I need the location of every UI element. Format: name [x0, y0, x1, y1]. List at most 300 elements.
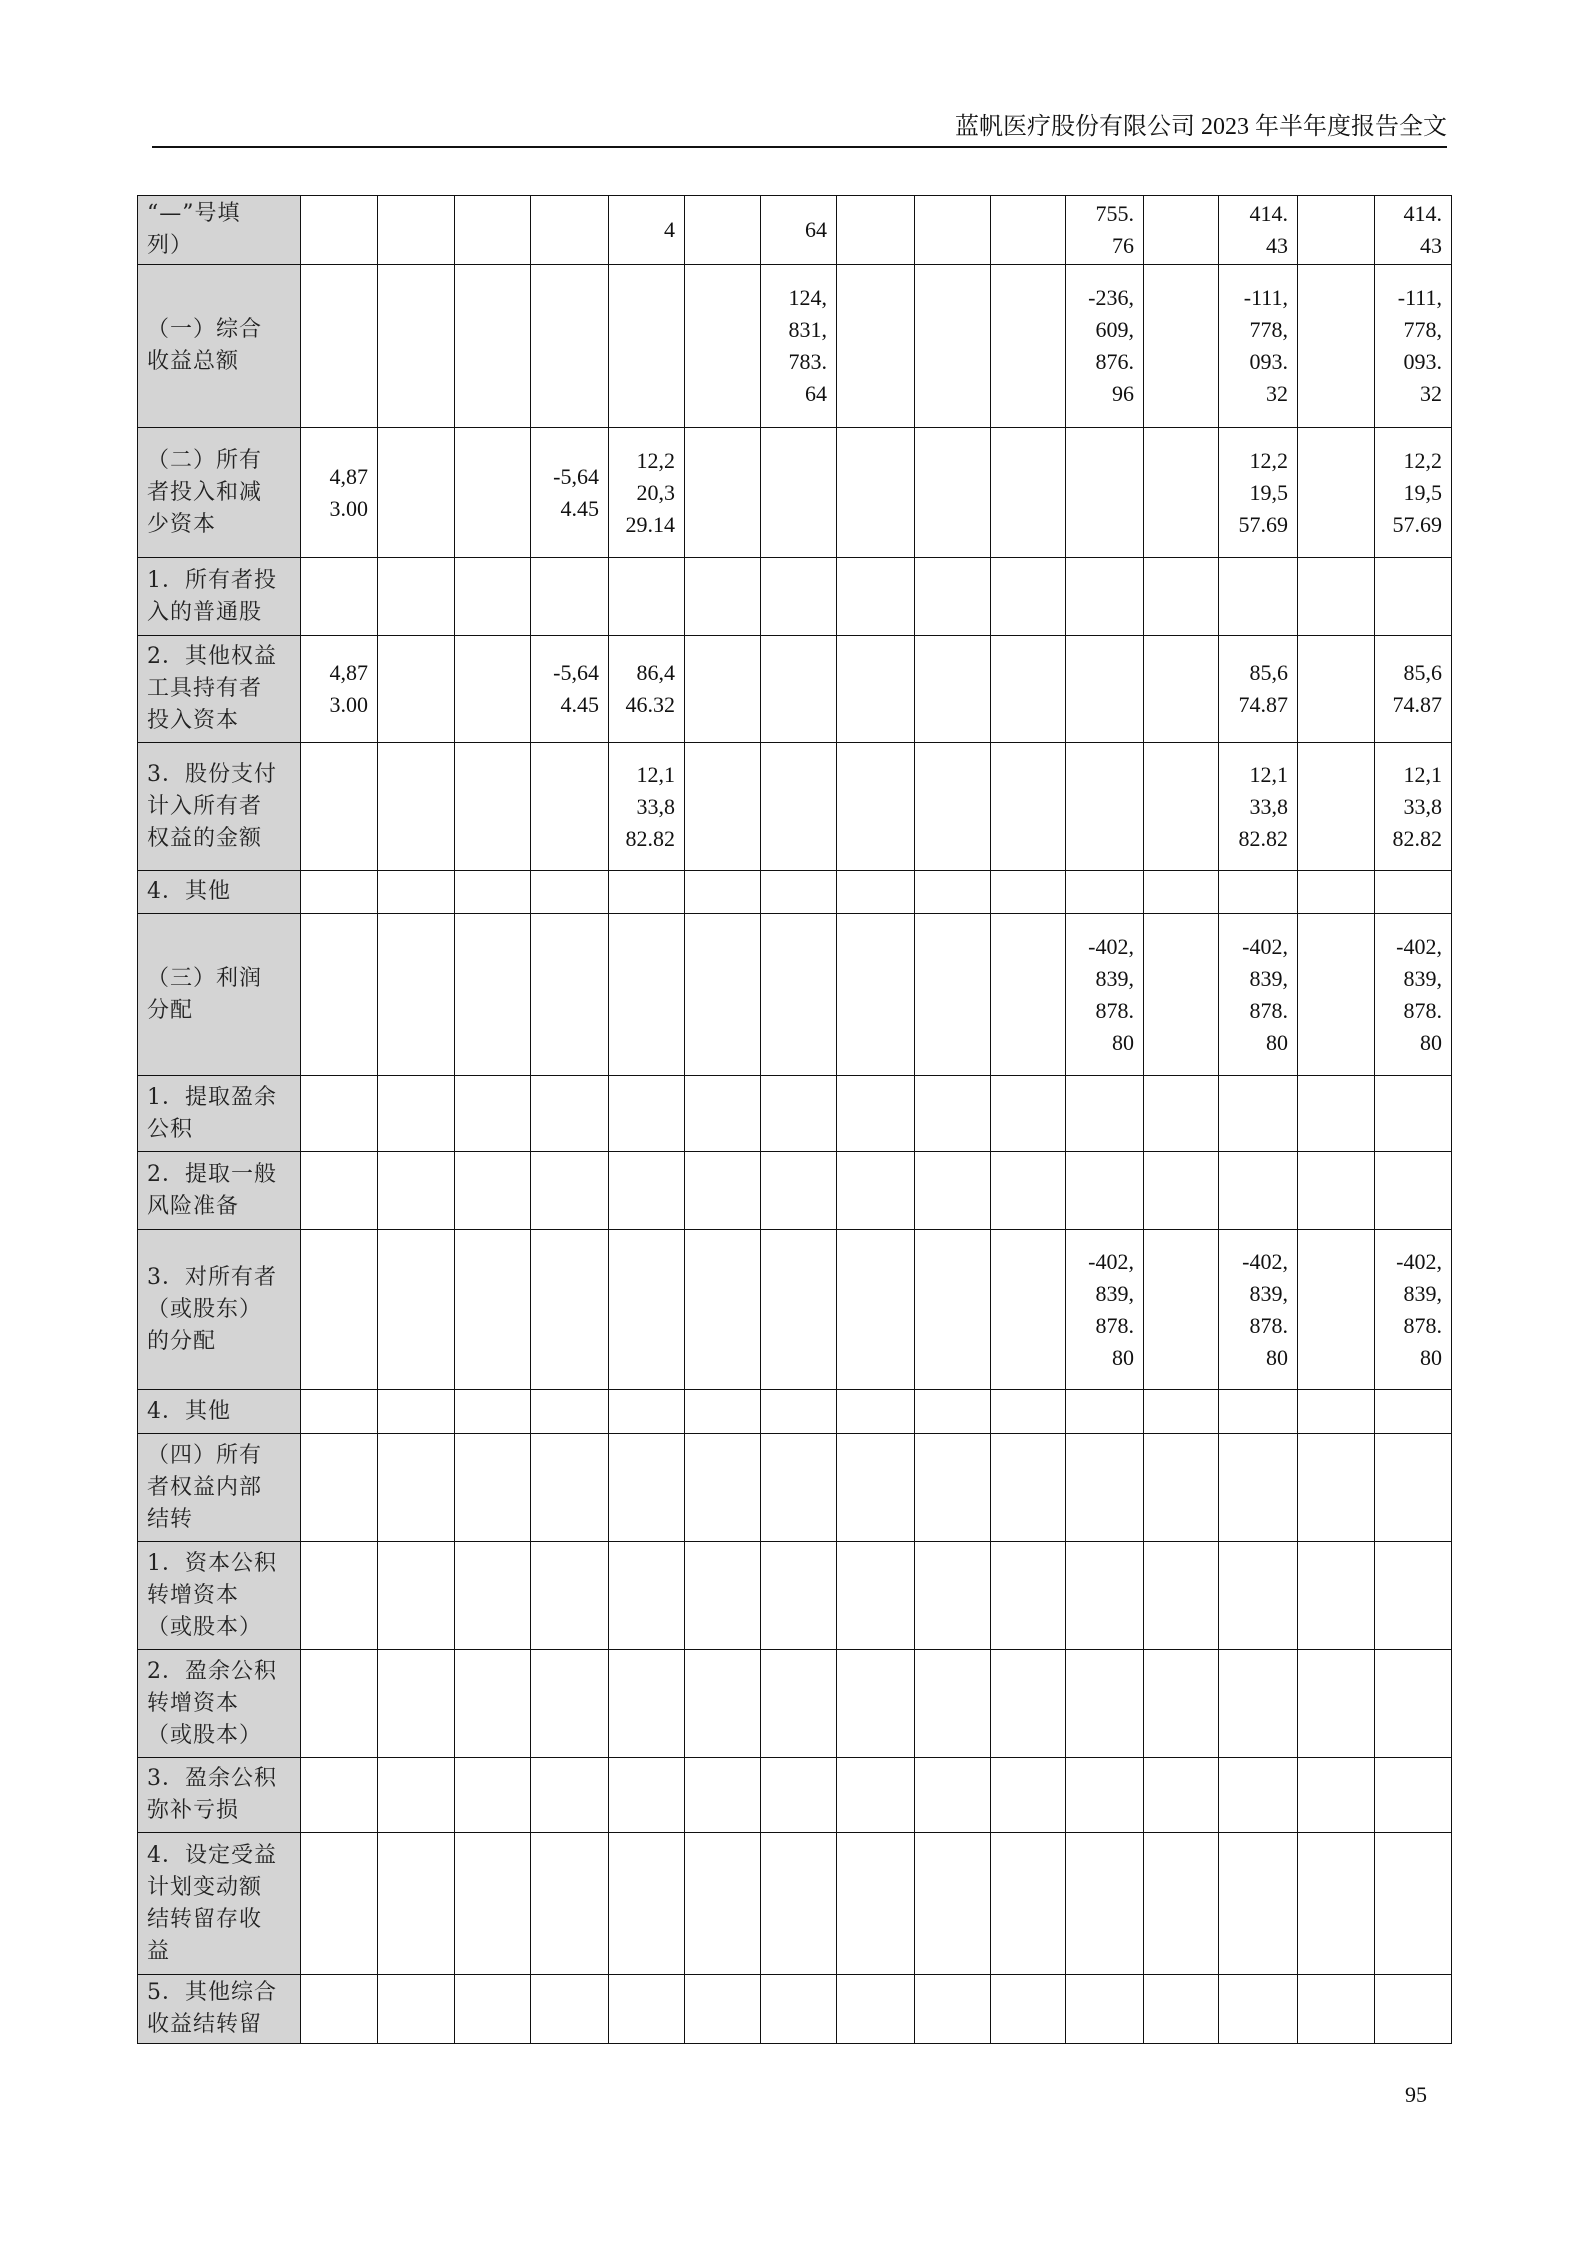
cell-value-line: 12,2 — [636, 447, 675, 473]
cell-value-line: 20,3 — [636, 479, 675, 505]
table-cell — [378, 558, 455, 636]
cell-value-line: 111, — [1405, 285, 1442, 310]
table-cell — [837, 1390, 915, 1434]
cell-value-line: 80 — [1266, 1344, 1288, 1370]
cell-value-line: 7 — [1277, 692, 1288, 717]
row-label — [138, 265, 301, 428]
table-cell — [455, 1975, 531, 2044]
table-cell — [837, 1758, 915, 1833]
table-cell — [915, 1975, 991, 2044]
table-cell — [1144, 871, 1219, 914]
table-cell — [915, 428, 991, 558]
table-cell — [1298, 636, 1375, 743]
cell-value-line: 7 — [1431, 692, 1442, 717]
cell-value-line: 32 — [1266, 381, 1288, 406]
cell-value-line: 12,1 — [1403, 761, 1442, 787]
table-cell — [531, 1975, 609, 2044]
table-cell — [1375, 1758, 1452, 1833]
cell-value-line: 12,2 — [1249, 447, 1288, 473]
table-cell — [301, 1758, 378, 1833]
table-cell — [915, 871, 991, 914]
table-cell — [761, 1542, 837, 1650]
table-cell — [1375, 1542, 1452, 1650]
table-cell — [531, 558, 609, 636]
table-cell — [1144, 558, 1219, 636]
row-label-line: 1．资本公积 — [147, 1550, 277, 1576]
row-label-line: 3．盈余公积 — [147, 1766, 277, 1791]
equity-changes-table — [137, 195, 1452, 2044]
table-cell — [1375, 265, 1452, 428]
row-label-line: 转增资本 — [147, 1690, 240, 1716]
table-cell — [378, 1758, 455, 1833]
table-cell — [1219, 1152, 1298, 1230]
table-cell — [531, 1076, 609, 1152]
cell-value-line: 80 — [1420, 1029, 1442, 1055]
table-cell — [685, 1542, 761, 1650]
table-cell — [301, 1975, 378, 2044]
table-cell — [685, 1975, 761, 2044]
table-cell — [1219, 1833, 1298, 1975]
table-cell — [609, 1542, 685, 1650]
table-cell — [761, 1230, 837, 1390]
table-row — [138, 1230, 1452, 1390]
cell-value-line: 402, — [1403, 933, 1442, 959]
cell-value-line: 85,6 — [1403, 660, 1442, 685]
cell-value — [1384, 282, 1442, 410]
cell-value-line: 878. — [1403, 997, 1442, 1023]
table-row — [138, 196, 1452, 265]
cell-value-line: 9 — [1277, 511, 1288, 537]
table-cell — [915, 1152, 991, 1230]
table-cell — [991, 743, 1066, 871]
table-cell — [1066, 1758, 1144, 1833]
table-cell — [837, 1542, 915, 1650]
row-label — [138, 1833, 301, 1975]
cell-value-line: 5,64 — [560, 660, 599, 685]
row-label — [138, 871, 301, 914]
cell-value — [1228, 1246, 1288, 1374]
table-cell — [991, 914, 1066, 1076]
table-cell — [1144, 743, 1219, 871]
cell-value — [618, 759, 675, 855]
table-cell — [991, 1833, 1066, 1975]
table-cell — [455, 636, 531, 743]
row-label-line: 风险准备 — [147, 1193, 240, 1219]
table-cell — [455, 196, 531, 265]
row-label-line: 1．所有者投 — [147, 567, 277, 593]
table-cell — [301, 1152, 378, 1230]
table-cell — [685, 636, 761, 743]
cell-value-line: - — [1396, 1248, 1404, 1274]
table-cell — [685, 265, 761, 428]
table-cell — [991, 558, 1066, 636]
cell-value-line: 878. — [1249, 997, 1288, 1023]
table-cell — [761, 1650, 837, 1758]
table-row — [138, 636, 1452, 743]
table-cell — [609, 636, 685, 743]
row-label-line: 分配 — [147, 997, 194, 1023]
table-cell — [1066, 1434, 1144, 1542]
table-cell — [1375, 1650, 1452, 1758]
cell-value — [310, 657, 368, 721]
row-label-line: 公积 — [147, 1116, 194, 1142]
row-label-line: 2．提取一般 — [147, 1161, 277, 1187]
table-row — [138, 871, 1452, 914]
table-cell — [455, 1230, 531, 1390]
table-cell — [761, 196, 837, 265]
table-cell — [1375, 558, 1452, 636]
table-cell — [1298, 1434, 1375, 1542]
table-cell — [837, 1152, 915, 1230]
row-label-line: 1．提取盈余 — [147, 1084, 277, 1110]
cell-value — [310, 461, 368, 525]
table-cell — [1066, 1390, 1144, 1434]
table-cell — [761, 558, 837, 636]
cell-value-line: - — [553, 660, 561, 685]
cell-value-line: - — [1242, 1248, 1250, 1274]
cell-value-line: 414. — [1403, 201, 1442, 226]
table-cell — [1219, 265, 1298, 428]
cell-value-line: 46.3 — [625, 692, 664, 717]
cell-value-line: 2 — [1431, 825, 1442, 851]
table-cell — [1066, 1152, 1144, 1230]
row-label-line: 工具持有者 — [147, 676, 263, 701]
table-cell — [378, 1434, 455, 1542]
table-cell — [837, 914, 915, 1076]
table-cell — [1375, 743, 1452, 871]
cell-value-line: 74.8 — [1392, 692, 1431, 717]
table-cell — [301, 196, 378, 265]
cell-value-line: - — [1242, 933, 1250, 959]
table-cell — [991, 871, 1066, 914]
table-cell — [991, 1758, 1066, 1833]
cell-value-line: 9 — [1431, 511, 1442, 537]
table-cell — [378, 265, 455, 428]
table-cell — [455, 743, 531, 871]
table-cell — [837, 1975, 915, 2044]
table-cell — [685, 428, 761, 558]
table-cell — [1219, 871, 1298, 914]
table-cell — [1219, 1758, 1298, 1833]
cell-value-line: - — [1396, 933, 1404, 959]
table-cell — [1375, 914, 1452, 1076]
cell-value-line: 4,87 — [329, 463, 368, 489]
table-cell — [1298, 1975, 1375, 2044]
cell-value-line: 839, — [1095, 965, 1134, 991]
table-row — [138, 1975, 1452, 2044]
row-label-line: 计入所有者 — [147, 793, 263, 819]
table-row — [138, 743, 1452, 871]
cell-value-line: 64 — [805, 217, 827, 242]
table-cell — [531, 1758, 609, 1833]
table-cell — [1298, 871, 1375, 914]
row-label-line: （或股本） — [147, 1614, 263, 1640]
table-cell — [1219, 636, 1298, 743]
table-cell — [915, 1230, 991, 1390]
cell-value-line: 2 — [1277, 825, 1288, 851]
table-cell — [837, 1230, 915, 1390]
cell-value — [1228, 445, 1288, 541]
table-cell — [685, 914, 761, 1076]
table-cell — [1298, 1833, 1375, 1975]
cell-value-line: 878. — [1403, 1312, 1442, 1338]
row-label — [138, 428, 301, 558]
table-cell — [1144, 1230, 1219, 1390]
row-label-line: 收益结转留 — [147, 2012, 263, 2037]
table-cell — [1375, 636, 1452, 743]
table-cell — [761, 871, 837, 914]
cell-value — [1075, 198, 1134, 262]
cell-value-line: 3.00 — [329, 495, 368, 521]
row-label-line: 者权益内部 — [147, 1474, 263, 1500]
cell-value-line: 64 — [805, 381, 827, 406]
table-cell — [1066, 1833, 1144, 1975]
row-label-line: 权益的金额 — [147, 825, 263, 851]
table-cell — [531, 1434, 609, 1542]
table-cell — [1066, 1542, 1144, 1650]
table-cell — [991, 1975, 1066, 2044]
cell-value-line: 32 — [1420, 381, 1442, 406]
table-cell — [1298, 914, 1375, 1076]
row-label-line: 收益总额 — [147, 349, 240, 374]
cell-value — [1228, 282, 1288, 410]
table-cell — [609, 1434, 685, 1542]
cell-value-line: 43 — [1420, 233, 1442, 258]
row-label-line: 结转 — [147, 1506, 194, 1532]
cell-value — [1075, 282, 1134, 410]
row-label-line: 少资本 — [147, 511, 217, 537]
table-cell — [455, 1390, 531, 1434]
cell-value-line: 778, — [1403, 317, 1442, 342]
cell-value — [1228, 198, 1288, 262]
table-cell — [1066, 196, 1144, 265]
cell-value-line: 82.8 — [625, 825, 664, 851]
table-cell — [1298, 1076, 1375, 1152]
table-cell — [761, 1390, 837, 1434]
table-cell — [1144, 914, 1219, 1076]
table-cell — [761, 1434, 837, 1542]
row-label-line: 入的普通股 — [147, 599, 263, 625]
table-cell — [301, 558, 378, 636]
table-cell — [761, 743, 837, 871]
cell-value-line: 4 — [664, 511, 675, 537]
cell-value — [805, 214, 827, 246]
table-cell — [378, 914, 455, 1076]
table-cell — [1219, 196, 1298, 265]
table-cell — [1375, 871, 1452, 914]
row-label-line: 的分配 — [147, 1328, 217, 1354]
table-cell — [609, 914, 685, 1076]
cell-value — [1075, 1246, 1134, 1374]
table-cell — [1144, 1650, 1219, 1758]
table-cell — [1298, 1758, 1375, 1833]
cell-value-line: 839, — [1403, 965, 1442, 991]
table-cell — [609, 1076, 685, 1152]
table-cell — [1066, 1230, 1144, 1390]
row-label-line: 3．对所有者 — [147, 1264, 277, 1290]
table-cell — [1219, 1230, 1298, 1390]
table-cell — [455, 914, 531, 1076]
cell-value — [1228, 759, 1288, 855]
table-cell — [1219, 1076, 1298, 1152]
table-cell — [837, 636, 915, 743]
table-cell — [761, 1152, 837, 1230]
table-cell — [1144, 1758, 1219, 1833]
table-cell — [1144, 1076, 1219, 1152]
cell-value-line: 4 — [664, 217, 675, 242]
table-cell — [1298, 196, 1375, 265]
cell-value-line: 29.1 — [625, 511, 664, 537]
table-cell — [761, 1758, 837, 1833]
table-cell — [378, 428, 455, 558]
cell-value-line: 19,5 — [1403, 479, 1442, 505]
cell-value-line: 111, — [1251, 285, 1288, 310]
table-cell — [991, 265, 1066, 428]
table-cell — [301, 1833, 378, 1975]
table-cell — [685, 1833, 761, 1975]
row-label-line: 2．盈余公积 — [147, 1658, 277, 1684]
cell-value-line: 57.6 — [1392, 511, 1431, 537]
row-label-line: 弥补亏损 — [147, 1798, 240, 1823]
cell-value-line: - — [553, 463, 561, 489]
table-cell — [685, 1076, 761, 1152]
cell-value-line: 57.6 — [1238, 511, 1277, 537]
table-cell — [1144, 1390, 1219, 1434]
table-cell — [1144, 428, 1219, 558]
table-cell — [301, 1076, 378, 1152]
cell-value-line: 19,5 — [1249, 479, 1288, 505]
cell-value-line: 4.45 — [560, 692, 599, 717]
table-cell — [1219, 1975, 1298, 2044]
table-cell — [1219, 1542, 1298, 1650]
table-cell — [991, 1230, 1066, 1390]
table-cell — [685, 558, 761, 636]
row-label — [138, 1230, 301, 1390]
table-cell — [301, 743, 378, 871]
table-cell — [915, 636, 991, 743]
table-cell — [915, 1076, 991, 1152]
table-cell — [837, 1434, 915, 1542]
table-cell — [301, 428, 378, 558]
table-cell — [915, 1542, 991, 1650]
row-label-line: 投入资本 — [147, 708, 240, 733]
cell-value-line: 414. — [1249, 201, 1288, 226]
table-cell — [531, 428, 609, 558]
table-cell — [531, 1650, 609, 1758]
cell-value-line: - — [1397, 285, 1406, 310]
row-label — [138, 636, 301, 743]
cell-value-line: 093. — [1249, 349, 1288, 374]
table-cell — [1375, 1390, 1452, 1434]
row-label-line: 4．其他 — [147, 879, 231, 904]
table-cell — [837, 743, 915, 871]
table-cell — [1298, 1390, 1375, 1434]
table-row — [138, 265, 1452, 428]
table-cell — [1219, 743, 1298, 871]
table-cell — [455, 1833, 531, 1975]
table-cell — [378, 1230, 455, 1390]
table-cell — [1375, 1152, 1452, 1230]
table-cell — [1375, 1975, 1452, 2044]
row-label-line: 4．设定受益 — [147, 1842, 277, 1868]
table-cell — [1066, 558, 1144, 636]
cell-value-line: 4.45 — [560, 495, 599, 521]
cell-value-line: 402, — [1249, 1248, 1288, 1274]
table-cell — [1375, 196, 1452, 265]
table-cell — [455, 1434, 531, 1542]
table-cell — [609, 1230, 685, 1390]
table-row — [138, 1390, 1452, 1434]
table-cell — [761, 1833, 837, 1975]
cell-value-line: 402, — [1095, 933, 1134, 959]
row-label-line: “—”号填 — [147, 201, 241, 226]
cell-value-line: 878. — [1095, 1312, 1134, 1338]
table-cell — [915, 1390, 991, 1434]
table-cell — [761, 1975, 837, 2044]
table-cell — [991, 1076, 1066, 1152]
table-cell — [531, 1230, 609, 1390]
header-divider — [152, 146, 1447, 148]
cell-value — [664, 214, 675, 246]
table-cell — [1219, 558, 1298, 636]
table-cell — [685, 1758, 761, 1833]
table-cell — [609, 196, 685, 265]
table-cell — [991, 428, 1066, 558]
table-cell — [531, 914, 609, 1076]
table-cell — [455, 1542, 531, 1650]
row-label — [138, 558, 301, 636]
table-cell — [685, 1152, 761, 1230]
cell-value-line: 96 — [1112, 381, 1134, 406]
row-label-line: 结转留存收 — [147, 1906, 263, 1932]
table-cell — [685, 743, 761, 871]
cell-value-line: 12,1 — [1249, 761, 1288, 787]
table-row — [138, 1076, 1452, 1152]
table-cell — [1298, 1230, 1375, 1390]
cell-value-line: 878. — [1095, 997, 1134, 1023]
cell-value-line: 33,8 — [636, 793, 675, 819]
table-cell — [531, 1833, 609, 1975]
table-cell — [991, 1152, 1066, 1230]
table-cell — [378, 636, 455, 743]
cell-value-line: - — [1088, 933, 1096, 959]
row-label-line: 2．其他权益 — [147, 644, 277, 669]
table-cell — [1298, 743, 1375, 871]
table-cell — [761, 636, 837, 743]
table-cell — [915, 914, 991, 1076]
table-cell — [378, 1390, 455, 1434]
cell-value — [1384, 198, 1442, 262]
table-cell — [301, 871, 378, 914]
row-label-line: （或股东） — [147, 1296, 263, 1322]
table-cell — [609, 871, 685, 914]
cell-value-line: 876. — [1095, 349, 1134, 374]
cell-value-line: 755. — [1095, 201, 1134, 226]
cell-value — [618, 657, 675, 721]
cell-value — [1075, 931, 1134, 1059]
table-cell — [915, 265, 991, 428]
cell-value-line: - — [1243, 285, 1252, 310]
table-row — [138, 1152, 1452, 1230]
table-cell — [455, 1076, 531, 1152]
table-cell — [378, 1076, 455, 1152]
table-cell — [455, 1758, 531, 1833]
cell-value-line: 778, — [1249, 317, 1288, 342]
cell-value-line: 80 — [1420, 1344, 1442, 1370]
cell-value-line: 402, — [1249, 933, 1288, 959]
table-cell — [685, 1390, 761, 1434]
table-cell — [301, 636, 378, 743]
